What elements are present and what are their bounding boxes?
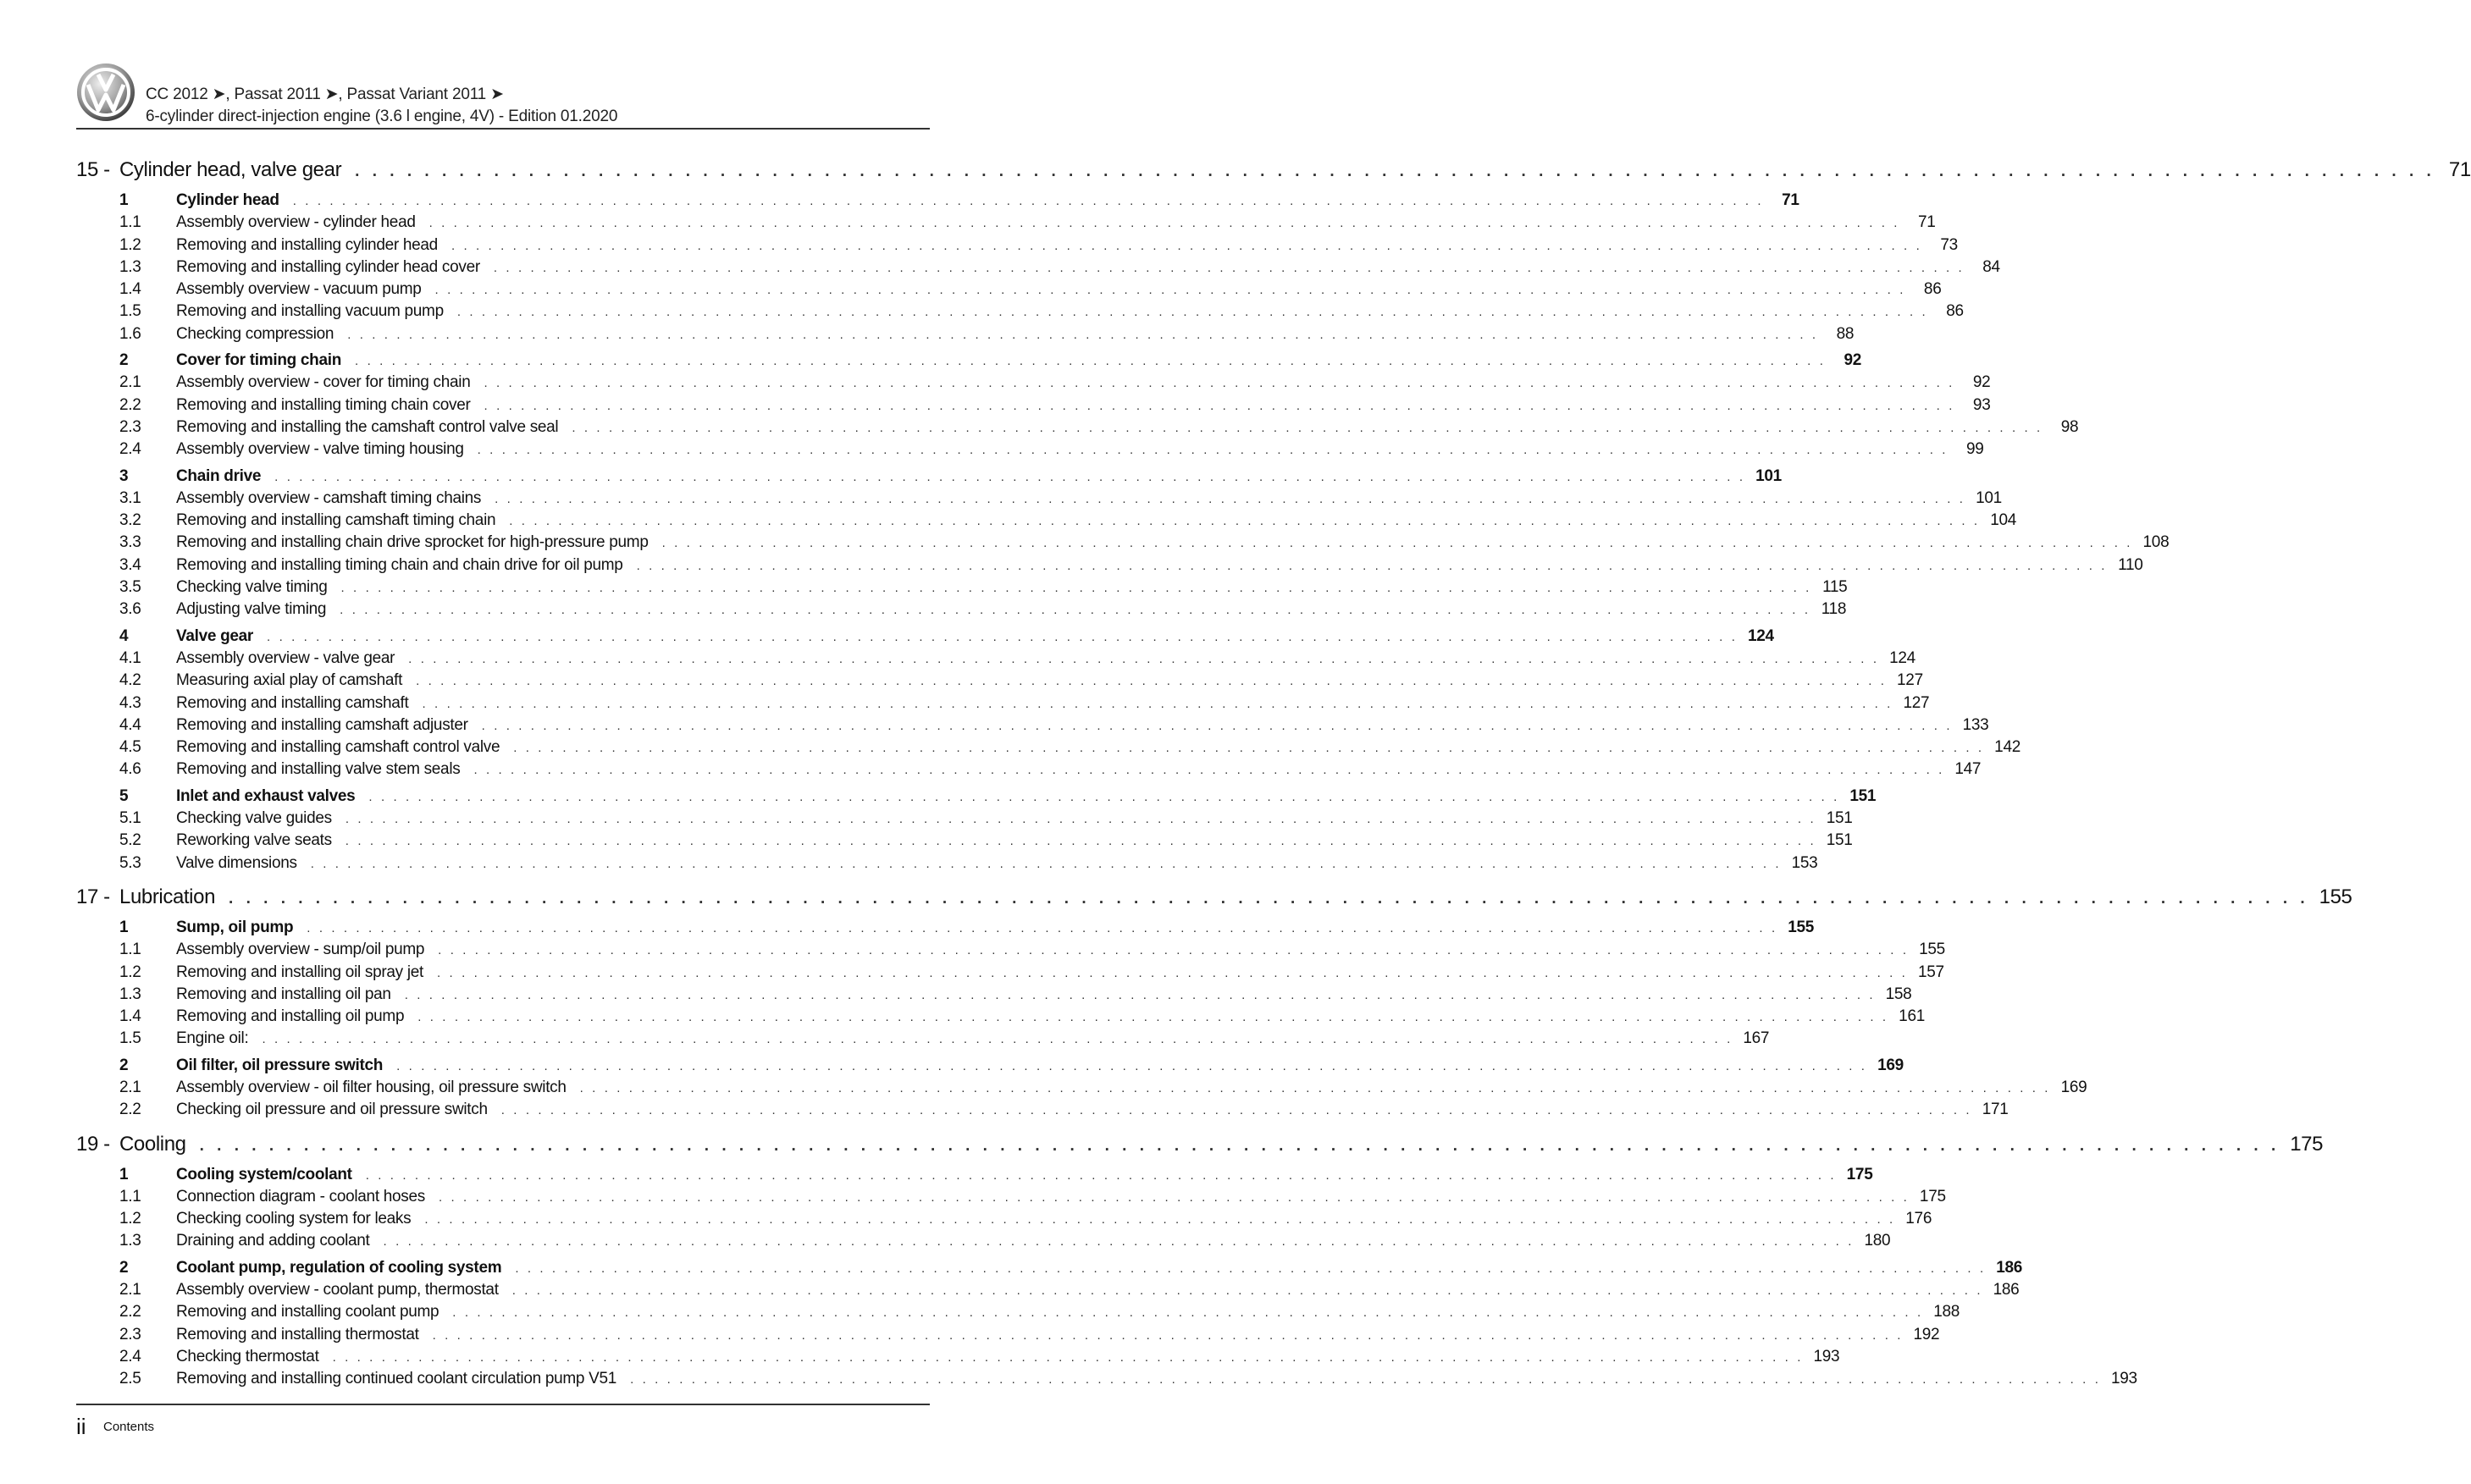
entry-title: Assembly overview - vacuum pump	[176, 280, 422, 299]
header-engine-edition: 6-cylinder direct-injection engine (3.6 l engine, 4V) - Edition 01.2020	[146, 108, 618, 125]
toc-chapter[interactable]	[76, 885, 2352, 914]
entry-page: 88	[1836, 324, 1855, 343]
dot-leader: . . . . . . . . . . . . . . . . . . . . . . . . . . . . . . . . . . . . . . . . . . . . . . . . . . . . . . . . . . . . . . . . . . . . . . . . . . . . . . . . . . . . . . . . . . . . . . . . . . . . . . . . . . . . . . . . . . . . . . . .	[473, 763, 1945, 778]
toc-section[interactable]	[76, 1056, 1904, 1079]
toc-entry[interactable]	[76, 1370, 2137, 1392]
dot-leader: . . . . . . . . . . . . . . . . . . . . . . . . . . . . . . . . . . . . . . . . . . . . . . . . . . . . . . . . . . . . . . . . . . . . . . . . . . . . . . . . . . . . . . . . . . . . . . . . . . . . . . . . . . . . . . . . . . . . . . . .	[365, 1167, 1837, 1183]
dot-leader: . . . . . . . . . . . . . . . . . . . . . . . . . . . . . . . . . . . . . . . . . . . . . . . . . . . . . . . . . . . . . . . . . . . . . . . . . . . . . . . . . . . . . . . . . . . . . . . . . . . . . . . . . . . . . . . . . . . . . . . .	[432, 1327, 1904, 1343]
entry-number: 1.1	[119, 1187, 141, 1205]
entry-title: Assembly overview - oil filter housing, oil pressure switch	[176, 1078, 567, 1096]
entry-number: 3.3	[119, 533, 141, 552]
entry-title: Removing and installing continued coolant circulation pump V51	[176, 1370, 617, 1388]
entry-number: 1.2	[119, 1210, 141, 1228]
dot-leader: . . . . . . . . . . . . . . . . . . . . . . . . . . . . . . . . . . . . . . . . . . . . . . . . . . . . . . . . . . . . . . . . . . . . . . . . . . . . . . . . . . . . . . . . . . . . . . . . . . . . . . . . . . . . . . . . . . . . . . . .	[484, 398, 1955, 413]
entry-page: 186	[1996, 1258, 2023, 1277]
toc-entry[interactable]	[76, 831, 1853, 853]
entry-number: 2.5	[119, 1370, 141, 1388]
toc-entry[interactable]	[76, 985, 1912, 1007]
dot-leader: . . . . . . . . . . . . . . . . . . . . . . . . . . . . . . . . . . . . . . . . . . . . . . . . . . . . . . . . . . . . . . . . . . . . . . . . . . . . . . . . . . . . . . . . . . . . . . . . . . . . . . . . . . . . . . . . . . . . . . . .	[509, 514, 1981, 529]
table-of-contents	[76, 158, 2471, 1393]
entry-title: Removing and installing cylinder head	[176, 235, 438, 254]
entry-page: 155	[1919, 941, 1945, 959]
toc-entry[interactable]	[76, 213, 1936, 235]
dot-leader: . . . . . . . . . . . . . . . . . . . . . . . . . . . . . . . . . . . . . . . . . . . . . . . . . . . . . . . . . . . . . . . . . . . . . . . . . . . . . . . . . . . . . . . . . . . . . . . . . . . . . . . . . . . . . . . . . . . . . . . .	[515, 1261, 1987, 1276]
dot-leader: . . . . . . . . . . . . . . . . . . . . . . . . . . . . . . . . . . . . . . . . . . . . . . . . . . . . . . . . . . . . . . . . . . . . . . . . . . . . . . . . . . . . . . . . . . . . . . . . . . . . . . . . . . . . . . . . . . . . . . . .	[500, 1103, 1972, 1118]
entry-page: 71	[1782, 191, 1799, 209]
entry-page: 92	[1972, 373, 1991, 392]
toc-section[interactable]	[76, 786, 1877, 809]
entry-number: 1	[119, 1165, 129, 1183]
entry-number: 3	[119, 466, 129, 485]
toc-entry[interactable]	[76, 1281, 2020, 1303]
dot-leader: . . . . . . . . . . . . . . . . . . . . . . . . . . . . . . . . . . . . . . . . . . . . . . . . . . . . . . . . . . . . . . . . . . . . . . . . . . . . . . . . . . . . . . . . . . . . . . . . . . . . . . . . . . . . . . . . . . . . . . . .	[493, 260, 1965, 275]
entry-title: Removing and installing thermostat	[176, 1325, 419, 1343]
entry-title: Cylinder head, valve gear	[119, 158, 342, 181]
dot-leader: . . . . . . . . . . . . . . . . . . . . . . . . . . . . . . . . . . . . . . . . . . . . . . . . . . . . . . . . . . . . . . . . . . . . . . . . . . . . . . . . . . . . . . . . . . . . . . . . . . . . . . . . . . . . . . . . . . . . . . . .	[274, 469, 1746, 484]
toc-entry[interactable]	[76, 302, 1964, 324]
entry-page: 98	[2060, 417, 2079, 436]
toc-entry[interactable]	[76, 373, 1991, 395]
entry-number: 1.2	[119, 235, 141, 254]
entry-number: 2.1	[119, 1281, 141, 1299]
dot-leader: . . . . . . . . . . . . . . . . . . . . . . . . . . . . . . . . . . . . . . . . . . . . . . . . . . . . . . . . . . . . . . . . . . . . . . . . . . . . . . . . . . . . . . . . . . . . . . . . . . . . . . . . . . . . . . . . . . . . . . . .	[484, 376, 1955, 391]
entry-title: Checking compression	[176, 324, 334, 343]
entry-page: 115	[1822, 578, 1848, 597]
entry-number: 2.2	[119, 1303, 141, 1321]
entry-number: 2.2	[119, 1101, 141, 1119]
entry-page: 86	[1946, 302, 1964, 321]
dot-leader: . . . . . . . . . . . . . . . . . . . . . . . . . . . . . . . . . . . . . . . . . . . . . . . . . . . . . . . . . . . . . . . . . . . . . . . . . . . . . . . . . . . . . . . . . . . . . . . . . . . . . . . . . . . . . . . . . . . . . . . .	[428, 216, 1900, 231]
entry-number: 1.1	[119, 213, 141, 232]
entry-number: 3.5	[119, 578, 141, 597]
entry-number: 1.5	[119, 302, 141, 321]
toc-entry[interactable]	[76, 324, 1855, 347]
entry-page: 110	[2118, 555, 2143, 574]
entry-page: 186	[1993, 1281, 2020, 1299]
entry-title: Draining and adding coolant	[176, 1232, 370, 1250]
toc-entry[interactable]	[76, 488, 2002, 511]
dot-leader: . . . . . . . . . . . . . . . . . . . . . . . . . . . . . . . . . . . . . . . . . . . . . . . . . . . . . . . . . . . . . . . . . . . . . . . . . . . . . . . . . . . . . . . . . . . . . . . . . . . . . . . . . . . . . . . . . . . . . . . .	[513, 741, 1985, 756]
entry-page: 124	[1889, 648, 1915, 667]
entry-title: Removing and installing camshaft	[176, 693, 409, 712]
entry-title: Engine oil:	[176, 1029, 249, 1048]
entry-title: Removing and installing vacuum pump	[176, 302, 444, 321]
entry-page: 108	[2142, 533, 2170, 552]
toc-entry[interactable]	[76, 941, 1945, 963]
entry-page: 155	[2319, 885, 2352, 908]
footer-label: Contents	[103, 1420, 155, 1434]
toc-entry[interactable]	[76, 440, 1984, 462]
entry-title: Adjusting valve timing	[176, 600, 327, 619]
entry-page: 157	[1917, 963, 1944, 981]
toc-entry[interactable]	[76, 1347, 1840, 1370]
toc-entry[interactable]	[76, 1210, 1932, 1232]
entry-title: Lubrication	[119, 885, 216, 908]
toc-entry[interactable]	[76, 671, 1923, 693]
entry-number: 1	[119, 191, 129, 209]
toc-entry[interactable]	[76, 1101, 2009, 1123]
toc-entry[interactable]	[76, 417, 2079, 440]
entry-number: 2.3	[119, 1325, 141, 1343]
entry-number: 3.2	[119, 511, 141, 530]
entry-title: Measuring axial play of camshaft	[176, 671, 403, 690]
entry-number: 4.3	[119, 693, 141, 712]
entry-title: Oil filter, oil pressure switch	[176, 1056, 384, 1074]
entry-number: 2.2	[119, 395, 141, 414]
entry-page: 158	[1885, 985, 1912, 1003]
entry-number: 1.3	[119, 257, 141, 276]
entry-number: 2.1	[119, 1078, 141, 1096]
entry-title: Valve gear	[176, 626, 254, 645]
entry-page: 175	[1846, 1165, 1873, 1183]
dot-leader: . . . . . . . . . . . . . . . . . . . . . . . . . . . . . . . . . . . . . . . . . . . . . . . . . . . . . . . . . . . . . . . . . . . . . . . . . . . . . . . . . . . . . . . . . . . . . . . . . . . . . . . . . . . . . . . . . . . . . . . .	[630, 1372, 2101, 1387]
entry-title: Cylinder head	[176, 191, 279, 209]
entry-page: 84	[1982, 257, 2000, 276]
toc-section[interactable]	[76, 466, 1782, 489]
entry-title: Inlet and exhaust valves	[176, 786, 356, 805]
dot-leader: . . . . . . . . . . . . . . . . . . . . . . . . . . . . . . . . . . . . . . . . . . . . . . . . . . . . . . . . . . . . . . . . . . . . . . . . . . . . . . . . . . . . . . . . . . . . . . . . . . . . . . . . . . . . . . . . . . . . . . . .	[416, 674, 1888, 689]
dot-leader: . . . . . . . . . . . . . . . . . . . . . . . . . . . . . . . . . . . . . . . . . . . . . . . . . . . . . . . . . . . . . . . . . . . . . . . . . . . . . . . . . . . . . . . . . . . . . . . . . . . . . . . . . . . . . . . . . . . . . . . .	[438, 943, 1910, 958]
entry-title: Assembly overview - cylinder head	[176, 213, 416, 232]
entry-title: Removing and installing the camshaft control valve seal	[176, 417, 559, 436]
entry-number: 2	[119, 1056, 129, 1074]
entry-page: 101	[1755, 466, 1782, 485]
entry-page: 151	[1826, 809, 1853, 828]
toc-entry[interactable]	[76, 853, 1818, 876]
dot-leader: . . . . . . . . . . . . . . . . . . . . . . . . . . . . . . . . . . . . . . . . . . . . . . . . . . . . . . . . . . . . . . . . . . . . . . . . . . . . . . . . . . . . . . . . . . . . . . . . . . . . . . . . . . . . . . . . . . . . . . . .	[661, 536, 2133, 551]
dot-leader: . . . . . . . . . . . . . . . . . . . . . . . . . . . . . . . . . . . . . . . . . . . . . . . . . . . . . . . . . . . . . . . . . . . . . . . . . . . . . . . . . . . . . . . . . . . . . . . . . . . . . . . . . . . . . . . . . . . . . . . .	[347, 327, 1819, 342]
entry-title: Removing and installing oil pump	[176, 1007, 405, 1026]
entry-page: 93	[1972, 395, 1991, 414]
toc-entry[interactable]	[76, 1007, 1925, 1029]
entry-title: Assembly overview - valve gear	[176, 648, 395, 667]
dot-leader: . . . . . . . . . . . . . . . . . . . . . . . . . . . . . . . . . . . . . . . . . . . . . . . . . . . . . . . . . . . . . . . . . . . . . . . . . . . . . . . . . . . . . . . . . . . . . . . . . . . . . . . . . . . . . . . . . . . . . . . .	[434, 283, 1906, 298]
vw-logo	[76, 63, 135, 122]
entry-page: 169	[1877, 1056, 1904, 1074]
dot-leader: . . . . . . . . . . . . . . . . . . . . . . . . . . . . . . . . . . . . . . . . . . . . . . . . . . . . . . . . . . . . . . . . . . . . . . . . . . . . . . . . . . . . . . . . . . . . . . . . . . . . . . . . . . . . . . . . . . . . . . . .	[262, 1032, 1733, 1047]
entry-title: Removing and installing chain drive sprocket for high-pressure pump	[176, 533, 649, 552]
toc-section[interactable]	[76, 351, 1861, 373]
entry-page: 151	[1849, 786, 1877, 805]
entry-page: 151	[1826, 831, 1853, 850]
dot-leader: . . . . . . . . . . . . . . . . . . . . . . . . . . . . . . . . . . . . . . . . . . . . . . . . . . . . . . . . . . . . . . . . . . . . . . . . . . . . . . . . . . . . . . . . . . . . . . . . . . . . . . . . . . . . . . . . . . . . . . . .	[481, 718, 1953, 733]
toc-entry[interactable]	[76, 1029, 1770, 1051]
entry-title: Checking oil pressure and oil pressure switch	[176, 1101, 488, 1119]
toc-section[interactable]	[76, 1165, 1873, 1188]
entry-page: 169	[2060, 1078, 2087, 1096]
entry-title: Sump, oil pump	[176, 918, 294, 936]
toc-entry[interactable]	[76, 533, 2170, 555]
toc-entry[interactable]	[76, 1078, 2087, 1101]
entry-number: 3.1	[119, 488, 141, 507]
entry-title: Assembly overview - coolant pump, thermostat	[176, 1281, 499, 1299]
toc-section[interactable]	[76, 626, 1774, 649]
dot-leader: . . . . . . . . . . . . . . . . . . . . . . . . . . . . . . . . . . . . . . . . . . . . . . . . . . . . . . . . . . . . . . . . . . . . . . . . . . . . . . . . . . . . . . . . . . . . . . . . . . . . . . . . . . . . . . . . . . . . . . . .	[345, 812, 1816, 827]
header-models: CC 2012 ➤, Passat 2011 ➤, Passat Variant 2011 ➤	[146, 86, 504, 103]
dot-leader: . . . . . . . . . . . . . . . . . . . . . . . . . . . . . . . . . . . . . . . . . . . . . . . . . . . . . . . . . . . . . . . . . . . . . . . . . . . . . . . . . . . . . . . . . . . . . . . . . . . . . . . . . . . . . . . . . . . . . . . .	[340, 581, 1812, 596]
entry-number: 1.3	[119, 1232, 141, 1250]
entry-title: Coolant pump, regulation of cooling system	[176, 1258, 502, 1277]
dot-leader: . . . . . . . . . . . . . . . . . . . . . . . . . . . . . . . . . . . . . . . . . . . . . . . . . . . . . . . . . . . . . . . . . . . . . . . . . . . . . . . . . . . . . . . . . . . . . . . . . . . . . . . . . . . . . . . . . . . . . . . .	[396, 1058, 1868, 1073]
entry-number: 4.2	[119, 671, 141, 690]
entry-page: 167	[1743, 1029, 1770, 1048]
dot-leader: . . . . . . . . . . . . . . . . . . . . . . . . . . . . . . . . . . . . . . . . . . . . . . . . . . . . . . . . . . . . . . . . . . . . . . . . . . . . . . . . . . . . . . . . . . . . . . . . . . . . . . . . . . . . . . . . . . . . . . . .	[422, 696, 1893, 711]
entry-title: Reworking valve seats	[176, 831, 332, 850]
toc-entry[interactable]	[76, 809, 1853, 831]
dot-leader: . . . . . . . . . . . . . . . . . . . . . . . . . . . . . . . . . . . . . . . . . . . . . . . . . . . . . . . . . . . . . . . . . . . . . . . . . . . . . . . . . . . . . . . . . . . . . . . . . . . . . . . . . . . . . . . . . . . . . . . .	[355, 163, 2435, 180]
entry-number: 1.4	[119, 1007, 141, 1026]
toc-entry[interactable]	[76, 738, 2020, 760]
header-rule	[76, 128, 930, 130]
dot-leader: . . . . . . . . . . . . . . . . . . . . . . . . . . . . . . . . . . . . . . . . . . . . . . . . . . . . . . . . . . . . . . . . . . . . . . . . . . . . . . . . . . . . . . . . . . . . . . . . . . . . . . . . . . . . . . . . . . . . . . . .	[332, 1349, 1804, 1365]
toc-entry[interactable]	[76, 600, 1847, 622]
entry-page: 188	[1933, 1303, 1960, 1321]
entry-page: 104	[1990, 511, 2017, 530]
entry-page: 175	[2290, 1132, 2324, 1156]
dot-leader: . . . . . . . . . . . . . . . . . . . . . . . . . . . . . . . . . . . . . . . . . . . . . . . . . . . . . . . . . . . . . . . . . . . . . . . . . . . . . . . . . . . . . . . . . . . . . . . . . . . . . . . . . . . . . . . . . . . . . . . .	[511, 1283, 1983, 1299]
entry-title: Assembly overview - sump/oil pump	[176, 941, 425, 959]
entry-page: 153	[1791, 853, 1818, 872]
entry-page: 192	[1913, 1325, 1940, 1343]
dot-leader: . . . . . . . . . . . . . . . . . . . . . . . . . . . . . . . . . . . . . . . . . . . . . . . . . . . . . . . . . . . . . . . . . . . . . . . . . . . . . . . . . . . . . . . . . . . . . . . . . . . . . . . . . . . . . . . . . . . . . . . .	[199, 1136, 2280, 1155]
entry-page: 127	[1897, 671, 1923, 690]
entry-page: 73	[1940, 235, 1958, 254]
entry-number: 2.1	[119, 373, 141, 392]
footer-rule	[76, 1404, 930, 1405]
entry-page: 171	[1982, 1101, 2009, 1119]
entry-page: 161	[1899, 1007, 1925, 1026]
entry-number: 1.6	[119, 324, 141, 343]
entry-number: 15 -	[76, 158, 110, 181]
toc-chapter[interactable]	[76, 1132, 2324, 1161]
dot-leader: . . . . . . . . . . . . . . . . . . . . . . . . . . . . . . . . . . . . . . . . . . . . . . . . . . . . . . . . . . . . . . . . . . . . . . . . . . . . . . . . . . . . . . . . . . . . . . . . . . . . . . . . . . . . . . . . . . . . . . . .	[229, 889, 2309, 908]
entry-number: 1.5	[119, 1029, 141, 1048]
entry-number: 4.5	[119, 738, 141, 757]
dot-leader: . . . . . . . . . . . . . . . . . . . . . . . . . . . . . . . . . . . . . . . . . . . . . . . . . . . . . . . . . . . . . . . . . . . . . . . . . . . . . . . . . . . . . . . . . . . . . . . . . . . . . . . . . . . . . . . . . . . . . . . .	[310, 856, 1782, 871]
entry-number: 2.3	[119, 417, 141, 436]
entry-number: 5.2	[119, 831, 141, 850]
toc-entry[interactable]	[76, 715, 1989, 738]
dot-leader: . . . . . . . . . . . . . . . . . . . . . . . . . . . . . . . . . . . . . . . . . . . . . . . . . . . . . . . . . . . . . . . . . . . . . . . . . . . . . . . . . . . . . . . . . . . . . . . . . . . . . . . . . . . . . . . . . . . . . . . .	[424, 1212, 1896, 1227]
entry-title: Assembly overview - cover for timing chain	[176, 373, 471, 392]
toc-section[interactable]	[76, 918, 1815, 941]
toc-entry[interactable]	[76, 395, 1991, 418]
entry-title: Checking valve timing	[176, 578, 328, 597]
entry-number: 1	[119, 918, 129, 936]
entry-title: Assembly overview - valve timing housing	[176, 440, 464, 459]
entry-number: 19 -	[76, 1132, 110, 1156]
entry-page: 147	[1954, 760, 1982, 779]
dot-leader: . . . . . . . . . . . . . . . . . . . . . . . . . . . . . . . . . . . . . . . . . . . . . . . . . . . . . . . . . . . . . . . . . . . . . . . . . . . . . . . . . . . . . . . . . . . . . . . . . . . . . . . . . . . . . . . . . . . . . . . .	[355, 354, 1826, 369]
toc-entry[interactable]	[76, 963, 1944, 985]
toc-entry[interactable]	[76, 1325, 1940, 1348]
dot-leader: . . . . . . . . . . . . . . . . . . . . . . . . . . . . . . . . . . . . . . . . . . . . . . . . . . . . . . . . . . . . . . . . . . . . . . . . . . . . . . . . . . . . . . . . . . . . . . . . . . . . . . . . . . . . . . . . . . . . . . . .	[383, 1234, 1855, 1250]
entry-title: Assembly overview - camshaft timing chains	[176, 488, 482, 507]
entry-title: Checking valve guides	[176, 809, 332, 828]
entry-title: Removing and installing cylinder head cover	[176, 257, 480, 276]
entry-number: 1.1	[119, 941, 141, 959]
entry-number: 2	[119, 1258, 129, 1277]
dot-leader: . . . . . . . . . . . . . . . . . . . . . . . . . . . . . . . . . . . . . . . . . . . . . . . . . . . . . . . . . . . . . . . . . . . . . . . . . . . . . . . . . . . . . . . . . . . . . . . . . . . . . . . . . . . . . . . . . . . . . . . .	[292, 194, 1764, 208]
entry-title: Chain drive	[176, 466, 262, 485]
dot-leader: . . . . . . . . . . . . . . . . . . . . . . . . . . . . . . . . . . . . . . . . . . . . . . . . . . . . . . . . . . . . . . . . . . . . . . . . . . . . . . . . . . . . . . . . . . . . . . . . . . . . . . . . . . . . . . . . . . . . . . . .	[438, 1189, 1910, 1205]
entry-number: 5.3	[119, 853, 141, 872]
entry-number: 3.4	[119, 555, 141, 574]
dot-leader: . . . . . . . . . . . . . . . . . . . . . . . . . . . . . . . . . . . . . . . . . . . . . . . . . . . . . . . . . . . . . . . . . . . . . . . . . . . . . . . . . . . . . . . . . . . . . . . . . . . . . . . . . . . . . . . . . . . . . . . .	[417, 1010, 1889, 1025]
dot-leader: . . . . . . . . . . . . . . . . . . . . . . . . . . . . . . . . . . . . . . . . . . . . . . . . . . . . . . . . . . . . . . . . . . . . . . . . . . . . . . . . . . . . . . . . . . . . . . . . . . . . . . . . . . . . . . . . . . . . . . . .	[404, 987, 1876, 1002]
page-number: ii	[76, 1414, 86, 1439]
entry-title: Removing and installing timing chain and chain drive for oil pump	[176, 555, 623, 574]
dot-leader: . . . . . . . . . . . . . . . . . . . . . . . . . . . . . . . . . . . . . . . . . . . . . . . . . . . . . . . . . . . . . . . . . . . . . . . . . . . . . . . . . . . . . . . . . . . . . . . . . . . . . . . . . . . . . . . . . . . . . . . .	[451, 238, 1922, 253]
dot-leader: . . . . . . . . . . . . . . . . . . . . . . . . . . . . . . . . . . . . . . . . . . . . . . . . . . . . . . . . . . . . . . . . . . . . . . . . . . . . . . . . . . . . . . . . . . . . . . . . . . . . . . . . . . . . . . . . . . . . . . . .	[579, 1080, 2051, 1095]
toc-entry[interactable]	[76, 648, 1915, 671]
entry-number: 4	[119, 626, 129, 645]
dot-leader: . . . . . . . . . . . . . . . . . . . . . . . . . . . . . . . . . . . . . . . . . . . . . . . . . . . . . . . . . . . . . . . . . . . . . . . . . . . . . . . . . . . . . . . . . . . . . . . . . . . . . . . . . . . . . . . . . . . . . . . .	[495, 491, 1966, 506]
dot-leader: . . . . . . . . . . . . . . . . . . . . . . . . . . . . . . . . . . . . . . . . . . . . . . . . . . . . . . . . . . . . . . . . . . . . . . . . . . . . . . . . . . . . . . . . . . . . . . . . . . . . . . . . . . . . . . . . . . . . . . . .	[456, 305, 1928, 320]
dot-leader: . . . . . . . . . . . . . . . . . . . . . . . . . . . . . . . . . . . . . . . . . . . . . . . . . . . . . . . . . . . . . . . . . . . . . . . . . . . . . . . . . . . . . . . . . . . . . . . . . . . . . . . . . . . . . . . . . . . . . . . .	[452, 1305, 1924, 1321]
dot-leader: . . . . . . . . . . . . . . . . . . . . . . . . . . . . . . . . . . . . . . . . . . . . . . . . . . . . . . . . . . . . . . . . . . . . . . . . . . . . . . . . . . . . . . . . . . . . . . . . . . . . . . . . . . . . . . . . . . . . . . . .	[408, 651, 1880, 666]
dot-leader: . . . . . . . . . . . . . . . . . . . . . . . . . . . . . . . . . . . . . . . . . . . . . . . . . . . . . . . . . . . . . . . . . . . . . . . . . . . . . . . . . . . . . . . . . . . . . . . . . . . . . . . . . . . . . . . . . . . . . . . .	[477, 443, 1949, 458]
entry-title: Removing and installing timing chain cover	[176, 395, 471, 414]
entry-number: 2.4	[119, 440, 141, 459]
entry-title: Connection diagram - coolant hoses	[176, 1187, 425, 1205]
entry-page: 193	[1813, 1347, 1840, 1365]
entry-number: 3.6	[119, 600, 141, 619]
entry-number: 5	[119, 786, 129, 805]
toc-entry[interactable]	[76, 1232, 1891, 1254]
entry-number: 2.4	[119, 1347, 141, 1365]
entry-number: 5.1	[119, 809, 141, 828]
entry-page: 92	[1844, 351, 1861, 370]
entry-number: 1.3	[119, 985, 141, 1003]
entry-title: Removing and installing camshaft adjuster	[176, 715, 468, 734]
toc-entry[interactable]	[76, 555, 2143, 578]
entry-title: Checking thermostat	[176, 1347, 319, 1365]
toc-entry[interactable]	[76, 760, 1982, 782]
entry-title: Removing and installing oil pan	[176, 985, 391, 1003]
entry-page: 193	[2111, 1370, 2137, 1388]
toc-entry[interactable]	[76, 280, 1942, 302]
entry-page: 127	[1903, 693, 1930, 712]
toc-chapter[interactable]	[76, 158, 2471, 187]
dot-leader: . . . . . . . . . . . . . . . . . . . . . . . . . . . . . . . . . . . . . . . . . . . . . . . . . . . . . . . . . . . . . . . . . . . . . . . . . . . . . . . . . . . . . . . . . . . . . . . . . . . . . . . . . . . . . . . . . . . . . . . .	[572, 420, 2043, 435]
entry-number: 17 -	[76, 885, 110, 908]
entry-title: Removing and installing oil spray jet	[176, 963, 424, 981]
dot-leader: . . . . . . . . . . . . . . . . . . . . . . . . . . . . . . . . . . . . . . . . . . . . . . . . . . . . . . . . . . . . . . . . . . . . . . . . . . . . . . . . . . . . . . . . . . . . . . . . . . . . . . . . . . . . . . . . . . . . . . . .	[636, 558, 2108, 573]
entry-page: 71	[1918, 213, 1936, 232]
entry-title: Cooling	[119, 1132, 186, 1156]
toc-entry[interactable]	[76, 257, 2000, 280]
entry-number: 4.1	[119, 648, 141, 667]
entry-page: 118	[1821, 600, 1847, 619]
entry-page: 133	[1962, 715, 1989, 734]
entry-number: 2	[119, 351, 129, 370]
dot-leader: . . . . . . . . . . . . . . . . . . . . . . . . . . . . . . . . . . . . . . . . . . . . . . . . . . . . . . . . . . . . . . . . . . . . . . . . . . . . . . . . . . . . . . . . . . . . . . . . . . . . . . . . . . . . . . . . . . . . . . . .	[368, 789, 1840, 804]
entry-number: 1.4	[119, 280, 141, 299]
entry-page: 175	[1919, 1187, 1946, 1205]
entry-page: 155	[1788, 918, 1815, 936]
toc-entry[interactable]	[76, 235, 1958, 258]
toc-entry[interactable]	[76, 511, 2017, 533]
dot-leader: . . . . . . . . . . . . . . . . . . . . . . . . . . . . . . . . . . . . . . . . . . . . . . . . . . . . . . . . . . . . . . . . . . . . . . . . . . . . . . . . . . . . . . . . . . . . . . . . . . . . . . . . . . . . . . . . . . . . . . . .	[345, 834, 1816, 849]
dot-leader: . . . . . . . . . . . . . . . . . . . . . . . . . . . . . . . . . . . . . . . . . . . . . . . . . . . . . . . . . . . . . . . . . . . . . . . . . . . . . . . . . . . . . . . . . . . . . . . . . . . . . . . . . . . . . . . . . . . . . . . .	[437, 965, 1908, 980]
entry-number: 4.4	[119, 715, 141, 734]
entry-title: Cooling system/coolant	[176, 1165, 352, 1183]
dot-leader: . . . . . . . . . . . . . . . . . . . . . . . . . . . . . . . . . . . . . . . . . . . . . . . . . . . . . . . . . . . . . . . . . . . . . . . . . . . . . . . . . . . . . . . . . . . . . . . . . . . . . . . . . . . . . . . . . . . . . . . .	[340, 603, 1811, 618]
entry-title: Checking cooling system for leaks	[176, 1210, 412, 1228]
entry-page: 71	[2448, 158, 2471, 181]
toc-entry[interactable]	[76, 1187, 1946, 1210]
entry-page: 142	[1994, 738, 2020, 757]
entry-page: 101	[1976, 488, 2002, 507]
toc-section[interactable]	[76, 1258, 2023, 1281]
dot-leader: . . . . . . . . . . . . . . . . . . . . . . . . . . . . . . . . . . . . . . . . . . . . . . . . . . . . . . . . . . . . . . . . . . . . . . . . . . . . . . . . . . . . . . . . . . . . . . . . . . . . . . . . . . . . . . . . . . . . . . . .	[307, 920, 1778, 935]
entry-title: Removing and installing coolant pump	[176, 1303, 439, 1321]
entry-title: Removing and installing camshaft control valve	[176, 738, 500, 757]
entry-title: Cover for timing chain	[176, 351, 342, 370]
toc-section[interactable]	[76, 191, 1799, 213]
toc-entry[interactable]	[76, 1303, 1960, 1325]
entry-title: Removing and installing valve stem seals	[176, 760, 461, 779]
entry-number: 1.2	[119, 963, 141, 981]
entry-page: 124	[1747, 626, 1774, 645]
entry-title: Removing and installing camshaft timing chain	[176, 511, 496, 530]
entry-page: 86	[1923, 280, 1942, 299]
dot-leader: . . . . . . . . . . . . . . . . . . . . . . . . . . . . . . . . . . . . . . . . . . . . . . . . . . . . . . . . . . . . . . . . . . . . . . . . . . . . . . . . . . . . . . . . . . . . . . . . . . . . . . . . . . . . . . . . . . . . . . . .	[267, 629, 1738, 644]
entry-number: 4.6	[119, 760, 141, 779]
toc-entry[interactable]	[76, 693, 1930, 716]
entry-page: 180	[1864, 1232, 1891, 1250]
entry-page: 99	[1966, 440, 1984, 459]
entry-title: Valve dimensions	[176, 853, 297, 872]
toc-entry[interactable]	[76, 578, 1848, 600]
entry-page: 176	[1905, 1210, 1932, 1228]
